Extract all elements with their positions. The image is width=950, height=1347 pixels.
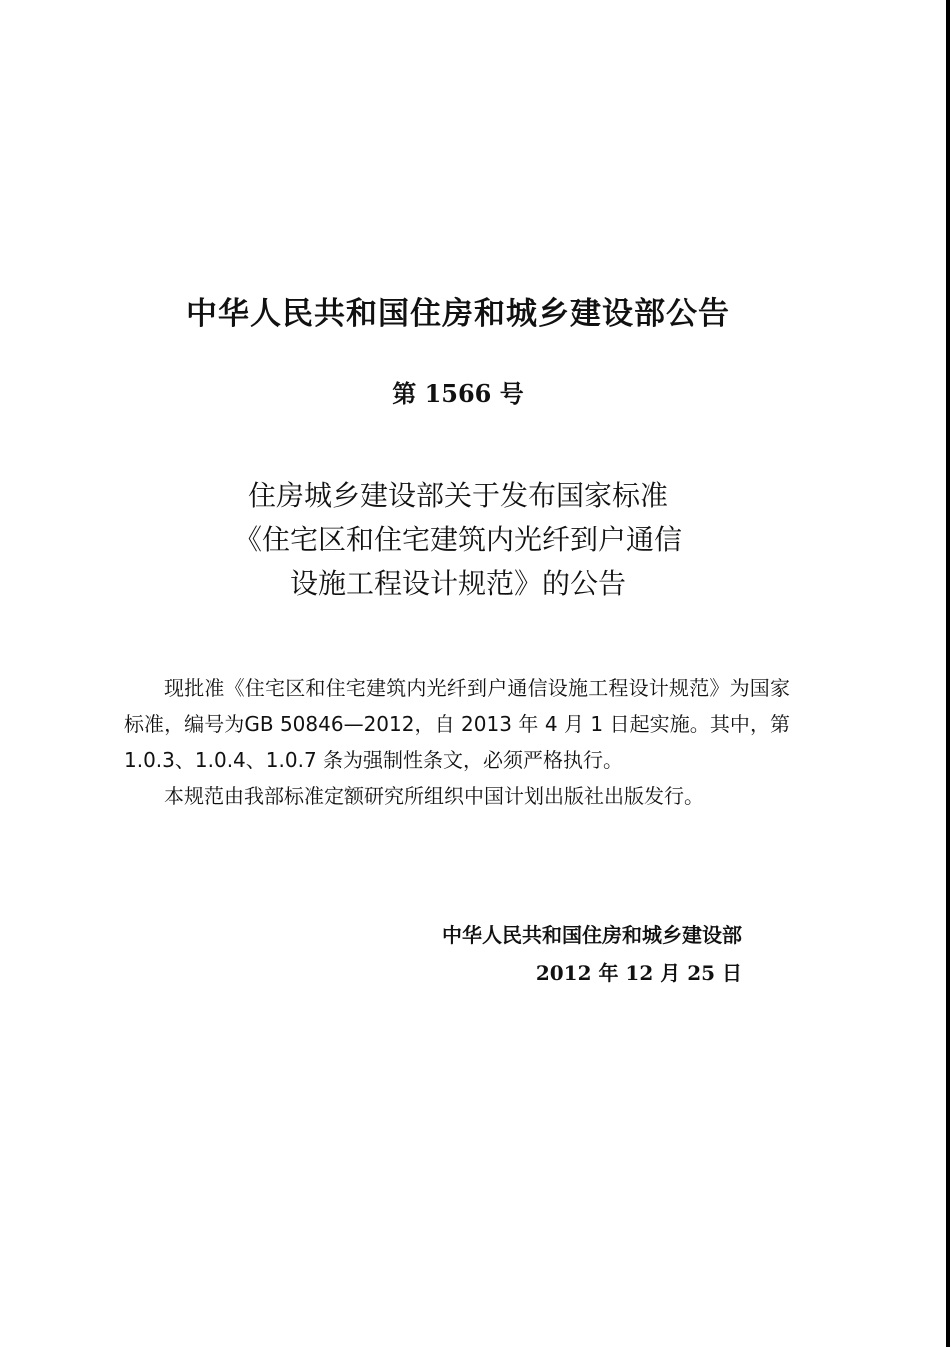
signature-block: [442, 916, 742, 992]
issue-date: 2012 年 12 月 25 日: [535, 961, 742, 985]
announcement-body: [124, 670, 790, 814]
announcement-subtitle: [0, 474, 916, 606]
issuer-name: 中华人民共和国住房和城乡建设部: [442, 923, 742, 947]
subtitle-line-2: 《住宅区和住宅建筑内光纤到户通信: [233, 523, 682, 556]
subtitle-line-1: 住房城乡建设部关于发布国家标准: [247, 479, 668, 512]
main-title: 中华人民共和国住房和城乡建设部公告: [186, 296, 730, 332]
body-paragraph-2: 本规范由我部标准定额研究所组织中国计划出版社出版发行。: [164, 784, 704, 808]
page-edge-line: [946, 0, 950, 1347]
body-paragraph-1: 现批准《住宅区和住宅建筑内光纤到户通信设施工程设计规范》为国家标准，编号为GB 50846—2012，自 2013 年 4 月 1 日起实施。其中，第 1.0.3、1.0.4、1.0.7 条为强制性条文，必须严格执行。: [124, 676, 790, 772]
announcement-number: 第 1566 号: [392, 379, 524, 408]
subtitle-line-3: 设施工程设计规范》的公告: [289, 567, 626, 600]
